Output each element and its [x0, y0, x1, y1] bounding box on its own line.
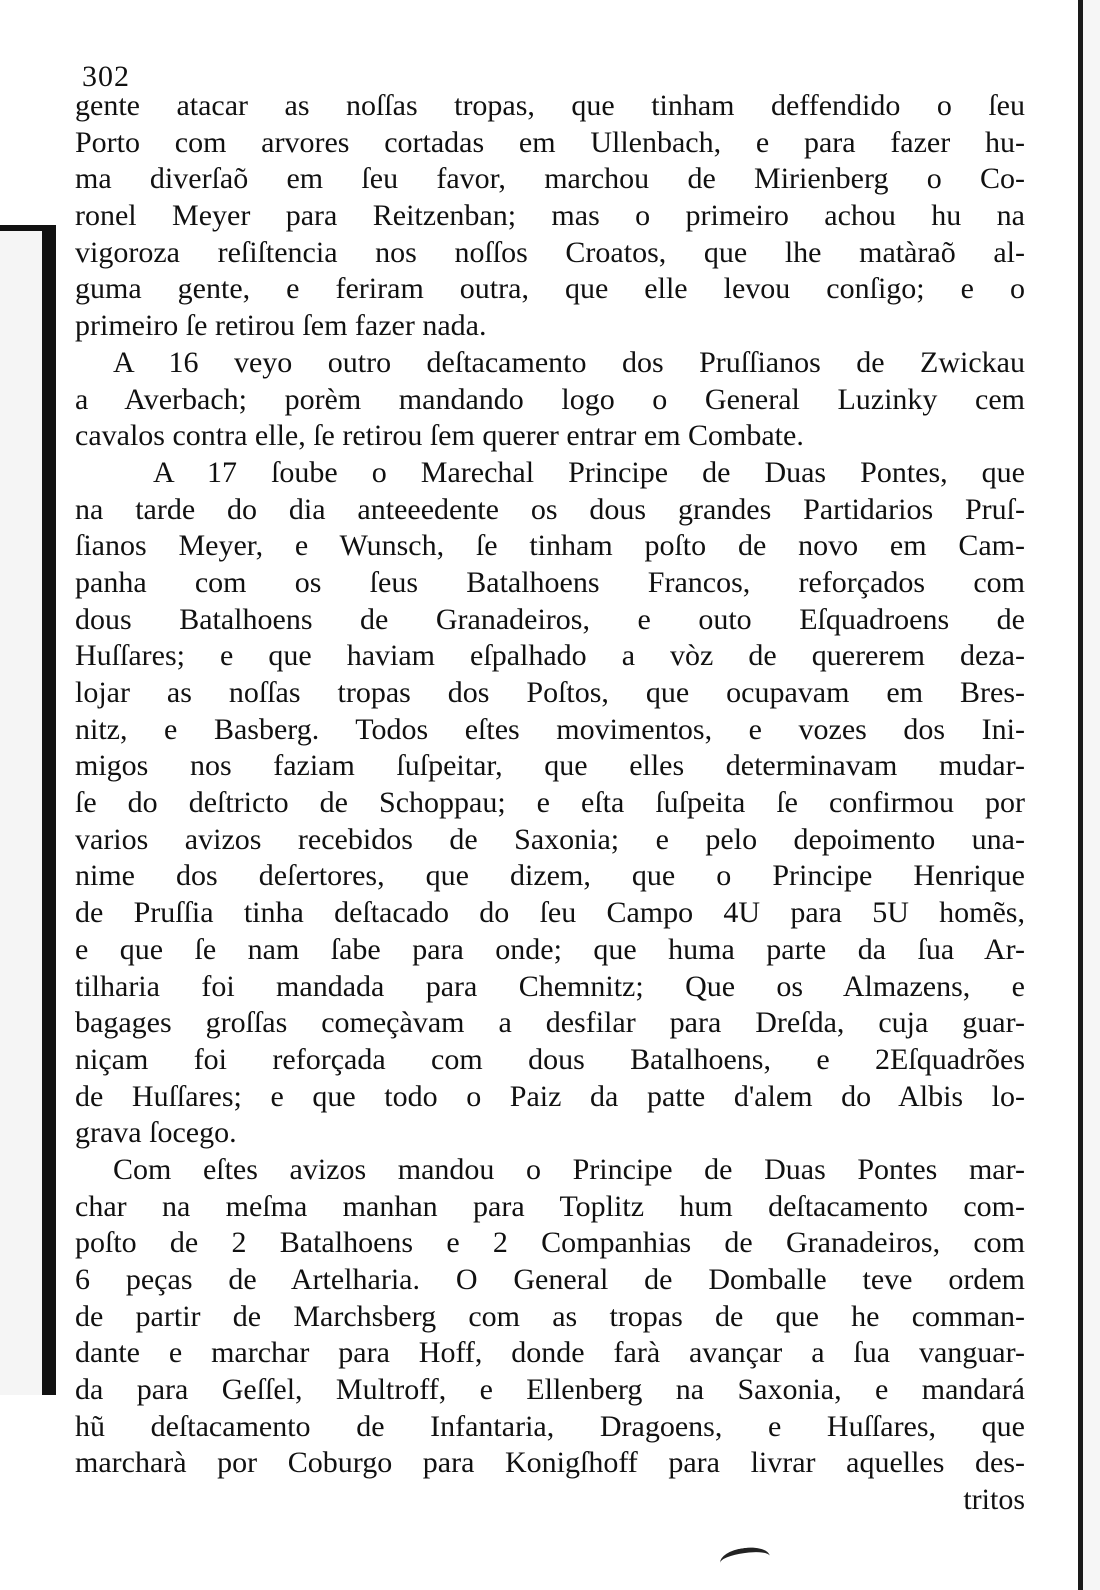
text-line: gente atacar as noſſas tropas, que tinham deffendido o ſeu	[75, 89, 1025, 122]
ink-blot	[719, 1545, 772, 1575]
text-line: grava ſocego.	[75, 1116, 237, 1150]
text-line: a Averbach; porèm mandando logo o General Luzinky cem	[75, 382, 1025, 416]
text-line: varios avizos recebidos de Saxonia; e pelo depoimento una-	[75, 822, 1025, 856]
text-line: ma diverſaõ em ſeu favor, marchou de Mirienberg o Co-	[75, 162, 1025, 196]
text-line: dous Batalhoens de Granadeiros, e outo Eſquadroens de	[75, 602, 1025, 636]
text-line: ſe do deſtricto de Schoppau; e eſta ſuſpeita ſe confirmou por	[75, 786, 1025, 820]
text-line: char na meſma manhan para Toplitz hum deſtacamento com-	[75, 1189, 1025, 1223]
page-number: 302	[82, 60, 130, 93]
text-line: marcharà por Coburgo para Konigſhoff para livrar aquelles des-	[75, 1446, 1025, 1480]
text-line: tritos	[963, 1483, 1025, 1517]
text-line: A 17 ſoube o Marechal Principe de Duas Pontes, que	[153, 455, 1025, 489]
text-line: vigoroza reſiſtencia nos noſſos Croatos, que lhe matàraõ al-	[75, 235, 1025, 269]
text-line: de Pruſſia tinha deſtacado do ſeu Campo 4U para 5U homẽs,	[75, 896, 1025, 930]
text-line: hũ deſtacamento de Infantaria, Dragoens, e Huſſares, que	[75, 1409, 1025, 1443]
text-line: niçam foi reforçada com dous Batalhoens, e 2Eſquadrões	[75, 1042, 1025, 1076]
text-line: ſianos Meyer, e Wunsch, ſe tinham poſto de novo em Cam-	[75, 529, 1025, 563]
text-line: Porto com arvores cortadas em Ullenbach, e para fazer hu-	[75, 125, 1025, 159]
text-line: da para Geſſel, Multroff, e Ellenberg na Saxonia, e mandará	[75, 1373, 1025, 1407]
text-line: panha com os ſeus Batalhoens Francos, reforçados com	[75, 565, 1025, 599]
text-line: lojar as noſſas tropas dos Poſtos, que ocupavam em Bres-	[75, 676, 1025, 709]
text-line: nitz, e Basberg. Todos eſtes movimentos, e vozes dos Ini-	[75, 712, 1025, 746]
text-line: migos nos faziam ſuſpeitar, que elles determinavam mudar-	[75, 749, 1025, 783]
text-line: primeiro ſe retirou ſem fazer nada.	[75, 309, 487, 343]
text-line: nime dos deſertores, que dizem, que o Principe Henrique	[75, 859, 1025, 893]
text-line: e que ſe nam ſabe para onde; que huma parte da ſua Ar-	[75, 932, 1025, 966]
text-line: 6 peças de Artelharia. O General de Domballe teve ordem	[75, 1263, 1025, 1296]
text-line: A 16 veyo outro deſtacamento dos Pruſſianos de Zwickau	[113, 345, 1025, 379]
text-line: ronel Meyer para Reitzenban; mas o primeiro achou hu na	[75, 199, 1025, 233]
text-line: de Huſſares; e que todo o Paiz da patte d'alem do Albis lo-	[75, 1079, 1025, 1113]
text-line: bagages groſſas começàvam a desfilar para Dreſda, cuja guar-	[75, 1006, 1025, 1040]
binding-shadow	[0, 225, 56, 1395]
text-line: Com eſtes avizos mandou o Principe de Duas Pontes mar-	[113, 1152, 1025, 1186]
text-line: de partir de Marchsberg com as tropas de que he comman-	[75, 1299, 1025, 1333]
text-line: guma gente, e feriram outra, que elle levou conſigo; e o	[75, 272, 1025, 306]
page-edge	[1078, 0, 1100, 1590]
text-line: poſto de 2 Batalhoens e 2 Companhias de Granadeiros, com	[75, 1226, 1025, 1260]
body-text	[75, 88, 1025, 1519]
text-line: cavalos contra elle, ſe retirou ſem querer entrar em Combate.	[75, 419, 804, 453]
text-line: dante e marchar para Hoff, donde farà avançar a ſua vanguar-	[75, 1336, 1025, 1370]
text-line: na tarde do dia anteeedente os dous grandes Partidarios Pruſ-	[75, 492, 1025, 526]
text-line: tilharia foi mandada para Chemnitz; Que os Almazens, e	[75, 969, 1025, 1003]
text-line: Huſſares; e que haviam eſpalhado a vòz de quererem deza-	[75, 639, 1025, 673]
